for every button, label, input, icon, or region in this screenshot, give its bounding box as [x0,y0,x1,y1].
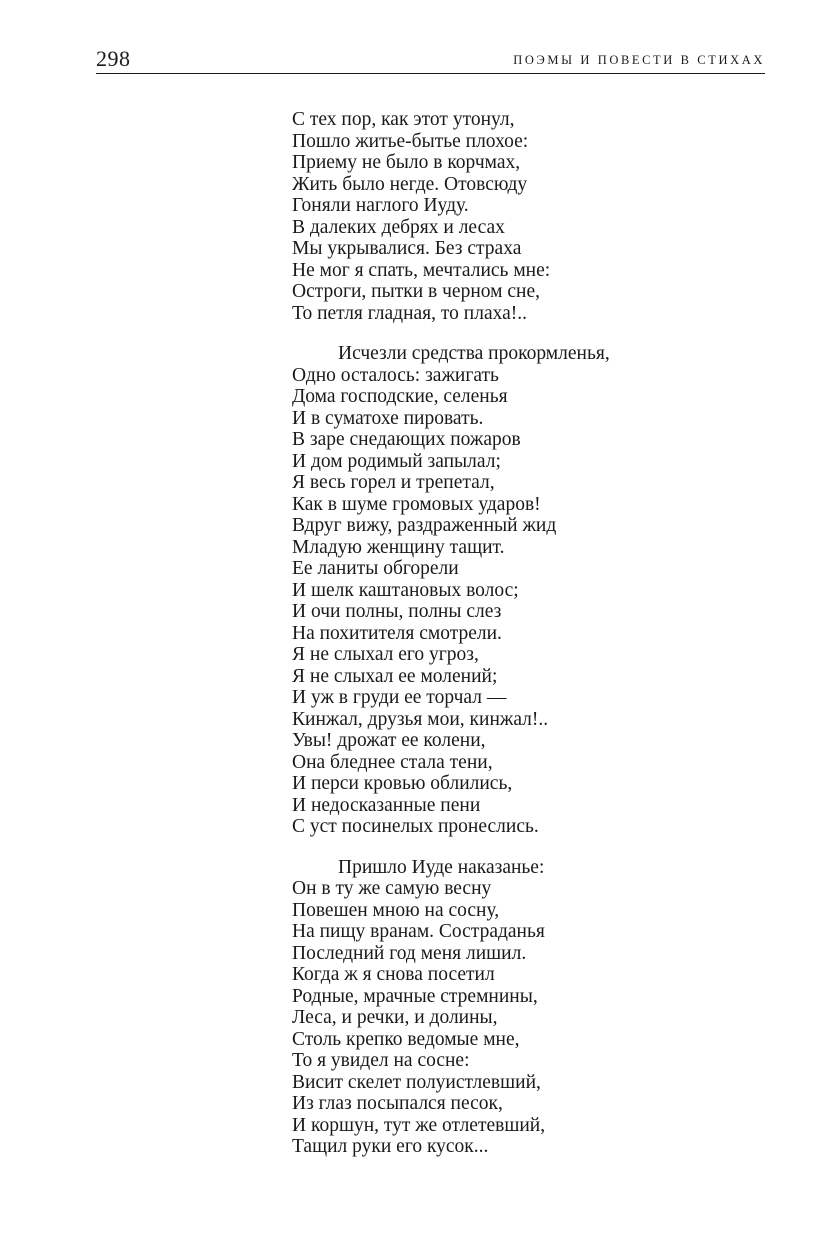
poem-text [292,109,732,1177]
verse-line: С тех пор, как этот утонул, [292,109,515,130]
verse-line: Столь крепко ведомые мне, [292,1028,520,1050]
verse-line: С уст посинелых пронеслись. [292,816,539,837]
verse-line: То петля гладная, то плаха!.. [292,302,527,324]
verse-line: Пришло Иуде наказанье: [338,856,545,878]
verse-line: Одно осталось: зажигать [292,364,499,386]
verse-line: И в суматохе пировать. [292,407,484,429]
verse-line: Леса, и речки, и долины, [292,1007,498,1028]
verse-line: То я увидел на сосне: [292,1050,470,1071]
verse-line: Приему не было в корчмах, [292,152,521,173]
page-header [96,44,765,74]
verse-line: Как в шуме громовых ударов! [292,493,541,515]
header-rule [96,73,765,74]
verse-line: На пищу вранам. Сострaданья [292,921,545,942]
verse-line: Не мог я спать, мечтались мне: [292,259,551,281]
verse-line: Висит скелет полуистлевший, [292,1071,541,1093]
verse-line: На похитителя смотрели. [292,622,502,644]
verse-line: Из глаз посыпался песок, [292,1093,503,1114]
verse-line: Родные, мрачные стремнины, [292,985,538,1007]
verse-line: И шелк каштановых волос; [292,579,519,601]
running-head: ПОЭМЫ И ПОВЕСТИ В СТИХАХ [513,53,765,67]
verse-line: Она бледнее стала тени, [292,751,493,773]
stanza-1 [292,109,732,324]
verse-line: И очи полны, полны слез [292,601,502,622]
verse-line: И коршун, тут же отлетевший, [292,1114,546,1136]
verse-line: Я не слыхал ее молений; [292,665,498,687]
verse-line: Он в ту же самую весну [292,878,492,899]
stanza-3 [292,857,732,1158]
verse-line: В далеких дебрях и лесах [292,216,505,238]
verse-line: И недосказанные пени [292,794,481,816]
verse-line: Остроги, пытки в черном сне, [292,281,540,302]
verse-line: Увы! дрожат ее колени, [292,730,486,751]
verse-line: В заре снедающих пожаров [292,429,521,450]
verse-line: Младую женщину тащит. [292,536,505,558]
verse-line: Гоняли наглого Иуду. [292,195,469,216]
page-number: 298 [96,46,131,71]
verse-line: Ее ланиты обгорели [292,558,459,579]
verse-line: Кинжал, друзья мои, кинжал!.. [292,708,549,730]
verse-line: Я не слыхал его угроз, [292,644,479,665]
verse-line: Пошло житье-бытье плохое: [292,130,529,152]
verse-line: И перси кровью облились, [292,773,513,794]
verse-line: Последний год меня лишил. [292,942,527,964]
verse-line: Исчезли средства прокормленья, [338,343,610,364]
verse-line: Я весь горел и трепетал, [292,472,495,493]
verse-line: И дом родимый запылал; [292,450,501,472]
verse-line: И уж в груди ее торчал — [292,687,507,708]
stanza-2 [292,343,732,838]
verse-line: Мы укрывалися. Без страха [292,238,522,259]
verse-line: Тащил руки его кусок... [292,1136,489,1157]
verse-line: Дома господские, селенья [292,386,508,407]
verse-line: Повешен мною на сосну, [292,899,500,921]
verse-line: Когда ж я снова посетил [292,964,495,985]
verse-line: Вдруг вижу, раздраженный жид [292,515,557,536]
verse-line: Жить было негде. Отовсюду [292,173,528,195]
